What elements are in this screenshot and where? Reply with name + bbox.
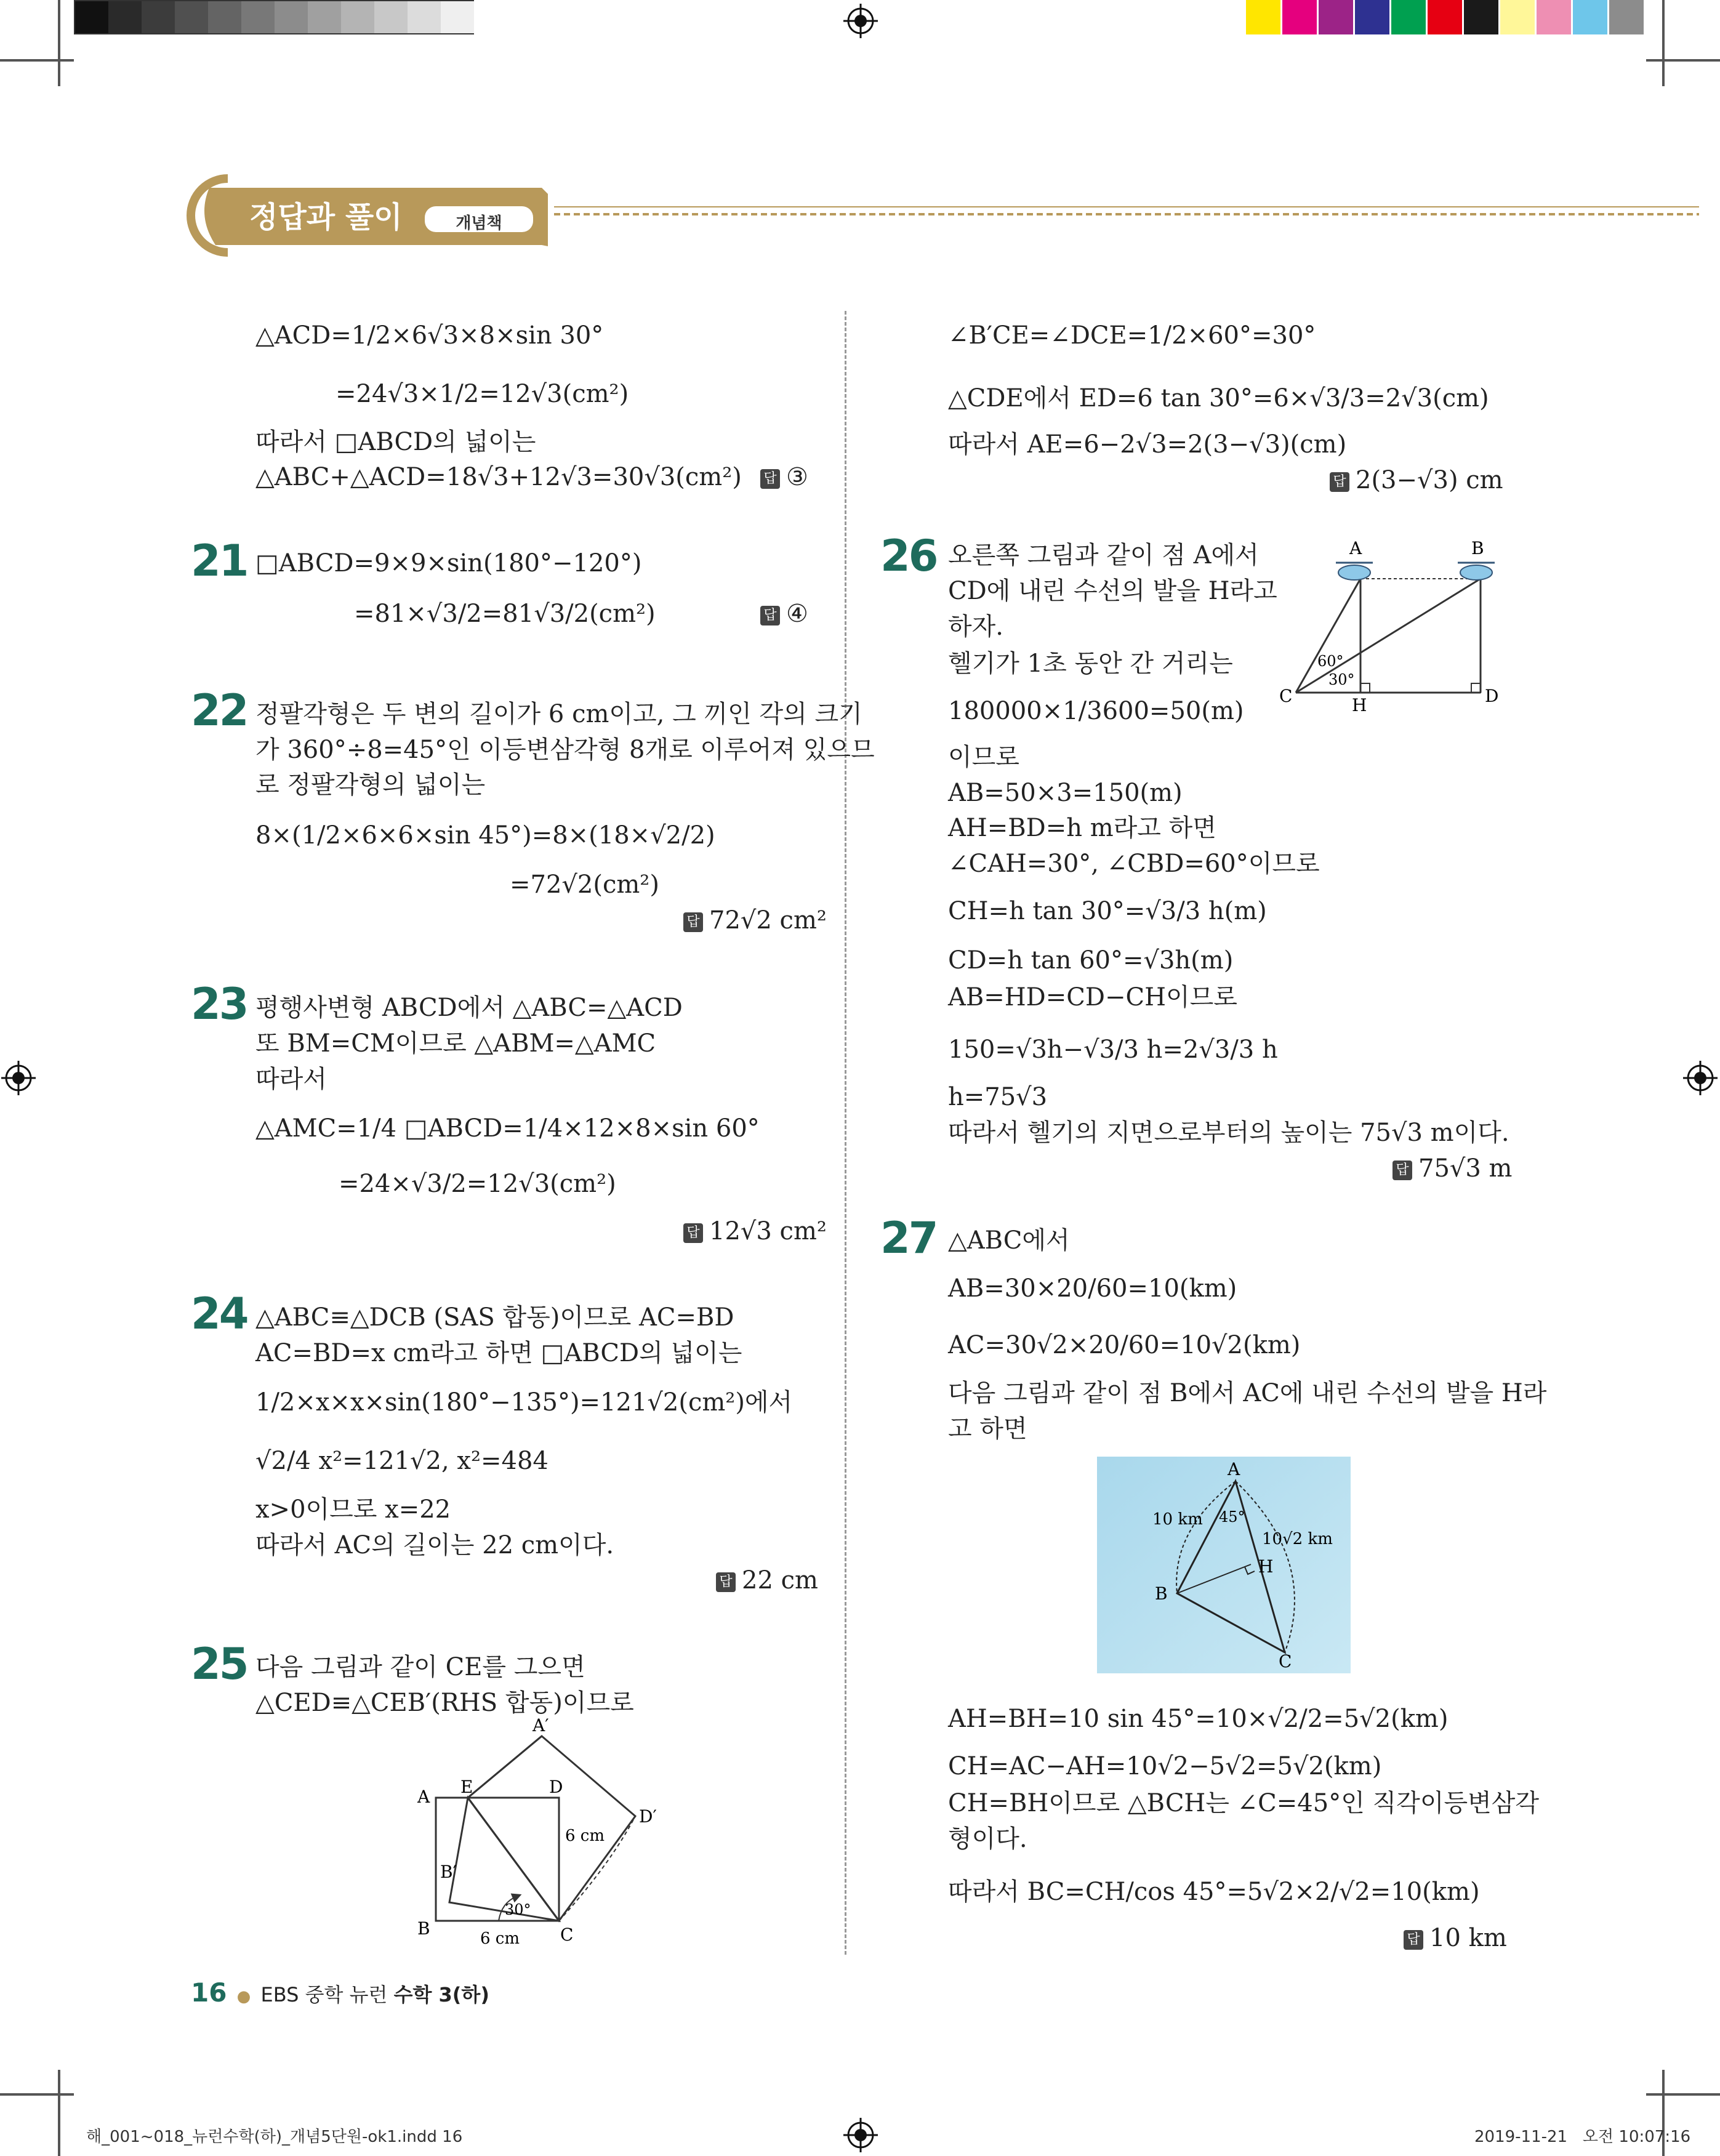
answer-box-icon: 답 [760, 469, 780, 489]
gray-swatch [108, 1, 142, 33]
solution-line: =81×√3/2=81√3/2(cm²) [354, 600, 656, 628]
book-name: EBS 중학 뉴런 [260, 1983, 388, 2006]
color-swatch [1500, 0, 1535, 34]
fig26-d: D [1485, 686, 1499, 706]
fig25-b: B [417, 1918, 430, 1939]
solution-line: 헬기가 1초 동안 간 거리는 [948, 650, 1233, 678]
answer-box-icon: 답 [1392, 1160, 1412, 1180]
color-swatch [1282, 0, 1317, 34]
gray-swatch [275, 1, 308, 33]
page-footer [191, 1977, 489, 2008]
solution-line: △ABC에서 [948, 1226, 1070, 1255]
fig25-bottom: 6 cm [480, 1929, 520, 1948]
solution-line: 8×(1/2×6×6×sin 45°)=8×(18×√2/2) [255, 821, 715, 850]
solution-line: △CDE에서 ED=6 tan 30°=6×√3/3=2√3(cm) [948, 384, 1489, 412]
answer-mark [683, 1216, 827, 1247]
answer-box-icon: 답 [1330, 472, 1349, 492]
question-number: 24 [191, 1289, 247, 1339]
solution-line: =72√2(cm²) [510, 871, 659, 899]
subject-name: 수학 3(하) [393, 1983, 489, 2006]
fig25-angle: 30° [505, 1901, 531, 1918]
fig27-b: B [1155, 1583, 1168, 1604]
solution-line: 또 BM=CM이므로 △ABM=△AMC [255, 1029, 656, 1058]
gray-swatch [241, 1, 275, 33]
crop-mark [1646, 59, 1720, 62]
solution-line: 이므로 [948, 743, 1019, 771]
solution-line: 따라서 BC=CH/cos 45°=5√2×2/√2=10(km) [948, 1878, 1480, 1906]
solution-line: ∠B′CE=∠DCE=1/2×60°=30° [948, 321, 1316, 350]
section-badge: 개념책 [456, 214, 502, 233]
gray-swatch [341, 1, 374, 33]
solution-line: 180000×1/3600=50(m) [948, 697, 1244, 725]
question-number: 25 [191, 1639, 247, 1689]
color-swatch [1319, 0, 1353, 34]
solution-line: AB=30×20/60=10(km) [948, 1274, 1237, 1303]
gray-swatch [408, 1, 441, 33]
color-swatch [1537, 0, 1571, 34]
answer-value: 2(3−√3) cm [1356, 466, 1503, 494]
question-number: 21 [191, 536, 247, 586]
answer-box-icon: 답 [716, 1572, 736, 1592]
figure-25 [406, 1718, 665, 1958]
fig27-angle: 45° [1219, 1508, 1245, 1526]
print-time-value: 오전 10:07:16 [1582, 2128, 1691, 2146]
answer-box-icon: 답 [1404, 1930, 1423, 1950]
fig25-d: D [549, 1777, 563, 1797]
answer-box-icon: 답 [760, 606, 780, 625]
crop-mark [0, 2093, 74, 2096]
page-number: 16 [191, 1977, 227, 2008]
answer-mark [1392, 1153, 1512, 1184]
color-swatch [1609, 0, 1644, 34]
question-number: 27 [880, 1213, 937, 1263]
solution-line: △CED≡△CEB′(RHS 합동)이므로 [255, 1689, 634, 1717]
crop-mark [58, 2070, 60, 2156]
fig26-30: 30° [1328, 671, 1355, 688]
gray-scale-bar [74, 0, 474, 34]
solution-line: ∠CAH=30°, ∠CBD=60°이므로 [948, 850, 1320, 878]
solution-line: AC=30√2×20/60=10√2(km) [948, 1331, 1301, 1359]
registration-target-icon [843, 4, 878, 38]
fig25-a-prime: A′ [532, 1718, 549, 1736]
solution-line: △ABC+△ACD=18√3+12√3=30√3(cm²) [255, 463, 742, 491]
figure-26 [1268, 536, 1514, 714]
answer-value: 75√3 m [1418, 1154, 1513, 1183]
solution-line: AB=HD=CD−CH이므로 [948, 983, 1237, 1012]
gray-swatch [175, 1, 208, 33]
solution-line: 따라서 AE=6−2√3=2(3−√3)(cm) [948, 430, 1347, 459]
solution-line: CH=AC−AH=10√2−5√2=5√2(km) [948, 1752, 1382, 1780]
crop-mark [0, 59, 74, 62]
figure-27 [1097, 1457, 1351, 1673]
column-divider [845, 311, 846, 1955]
gray-swatch [142, 1, 175, 33]
solution-line: 로 정팔각형의 넓이는 [255, 771, 486, 799]
color-swatch [1428, 0, 1462, 34]
answer-mark [760, 462, 808, 493]
solution-line: AH=BH=10 sin 45°=10×√2/2=5√2(km) [948, 1705, 1449, 1733]
gray-swatch [208, 1, 241, 33]
answer-mark [1330, 465, 1503, 496]
answer-value: 10 km [1429, 1924, 1507, 1952]
solution-line: √2/4 x²=121√2, x²=484 [255, 1447, 549, 1475]
solution-line: 150=√3h−√3/3 h=2√3/3 h [948, 1036, 1278, 1064]
color-swatch [1246, 0, 1280, 34]
registration-target-icon [843, 2118, 878, 2152]
question-number: 23 [191, 979, 247, 1029]
solution-line: CD=h tan 60°=√3h(m) [948, 946, 1234, 975]
answer-mark [760, 598, 808, 629]
answer-value: ③ [786, 463, 808, 491]
solution-line: =24×√3/2=12√3(cm²) [339, 1170, 616, 1198]
solution-line: 따라서 헬기의 지면으로부터의 높이는 75√3 m이다. [948, 1119, 1509, 1147]
solution-line: 따라서 □ABCD의 넓이는 [255, 428, 536, 456]
fig25-b-prime: B′ [440, 1862, 457, 1882]
fig26-60: 60° [1317, 653, 1344, 670]
crop-mark [1646, 2093, 1720, 2096]
color-swatch [1573, 0, 1607, 34]
fig25-side: 6 cm [565, 1827, 605, 1845]
answer-mark [716, 1565, 818, 1596]
solution-line: AH=BD=h m라고 하면 [948, 814, 1216, 842]
solution-line: 평행사변형 ABCD에서 △ABC=△ACD [255, 994, 683, 1022]
answer-box-icon: 답 [683, 1223, 703, 1243]
question-number: 22 [191, 685, 247, 736]
solution-line: △AMC=1/4 □ABCD=1/4×12×8×sin 60° [255, 1114, 760, 1143]
solution-line: 형이다. [948, 1825, 1027, 1853]
answer-value: 22 cm [742, 1566, 818, 1595]
solution-line: AB=50×3=150(m) [948, 779, 1183, 807]
fig26-b: B [1471, 538, 1484, 558]
solution-line: h=75√3 [948, 1083, 1048, 1111]
fig25-d-prime: D′ [639, 1806, 657, 1827]
fig26-c: C [1279, 686, 1293, 706]
fig27-ab: 10 km [1152, 1510, 1203, 1529]
solution-line: 다음 그림과 같이 점 B에서 AC에 내린 수선의 발을 H라 [948, 1379, 1547, 1407]
fig27-c: C [1279, 1651, 1292, 1671]
fig27-h: H [1258, 1556, 1274, 1577]
solution-line: AC=BD=x cm라고 하면 □ABCD의 넓이는 [255, 1339, 742, 1367]
answer-value: 12√3 cm² [709, 1217, 827, 1245]
solution-line: CH=h tan 30°=√3/3 h(m) [948, 897, 1267, 925]
answer-mark [1404, 1923, 1507, 1953]
answer-value: ④ [786, 600, 808, 628]
fig26-h: H [1352, 695, 1367, 714]
answer-value: 72√2 cm² [709, 906, 827, 935]
answer-box-icon: 답 [683, 912, 703, 932]
solution-line: 다음 그림과 같이 CE를 그으면 [255, 1653, 585, 1681]
answer-mark [683, 905, 827, 936]
solution-line: 1/2×x×x×sin(180°−135°)=121√2(cm²)에서 [255, 1388, 793, 1417]
solution-line: □ABCD=9×9×sin(180°−120°) [255, 549, 642, 577]
page-title: 정답과 풀이 [249, 200, 403, 235]
color-scale-bar [1246, 0, 1646, 34]
print-date-value: 2019-11-21 [1474, 2128, 1568, 2146]
gray-swatch [308, 1, 341, 33]
fig25-a: A [417, 1787, 430, 1807]
registration-target-icon [1, 0, 36, 34]
solution-line: △ACD=1/2×6√3×8×sin 30° [255, 321, 604, 350]
fig26-a: A [1349, 538, 1362, 558]
crop-mark [1662, 0, 1665, 86]
solution-line: 고 하면 [948, 1415, 1027, 1443]
solution-line: x>0이므로 x=22 [255, 1495, 451, 1524]
gray-swatch [441, 1, 474, 33]
solution-line: 오른쪽 그림과 같이 점 A에서 [948, 541, 1259, 569]
fig25-e: E [460, 1777, 473, 1797]
registration-target-icon [1683, 1061, 1718, 1095]
color-swatch [1464, 0, 1498, 34]
registration-target-icon [1, 1061, 36, 1095]
fig25-c: C [560, 1925, 574, 1945]
color-swatch [1391, 0, 1426, 34]
solution-line: CD에 내린 수선의 발을 H라고 [948, 577, 1277, 605]
gray-swatch [374, 1, 408, 33]
question-number: 26 [880, 531, 937, 581]
fig27-ac: 10√2 km [1262, 1530, 1333, 1548]
solution-line: =24√3×1/2=12√3(cm²) [336, 380, 629, 408]
gray-swatch [75, 1, 108, 33]
solution-line: CH=BH이므로 △BCH는 ∠C=45°인 직각이등변삼각 [948, 1789, 1540, 1817]
footer-bullet-icon: ● [236, 1987, 251, 2006]
solution-line: 하자. [948, 613, 1003, 641]
solution-line: 정팔각형은 두 변의 길이가 6 cm이고, 그 끼인 각의 크기 [255, 700, 862, 728]
color-swatch [1355, 0, 1389, 34]
solution-line: △ABC≡△DCB (SAS 합동)이므로 AC=BD [255, 1303, 734, 1332]
solution-line: 가 360°÷8=45°인 이등변삼각형 8개로 이루어져 있으므 [255, 736, 875, 764]
crop-mark [58, 0, 60, 86]
solution-line: 따라서 AC의 길이는 22 cm이다. [255, 1531, 614, 1559]
file-slug: 해_001~018_뉴런수학(하)_개념5단원-ok1.indd 16 [86, 2128, 463, 2146]
fig27-a: A [1228, 1459, 1240, 1479]
solution-line: 따라서 [255, 1065, 327, 1093]
print-date [1474, 2124, 1690, 2147]
